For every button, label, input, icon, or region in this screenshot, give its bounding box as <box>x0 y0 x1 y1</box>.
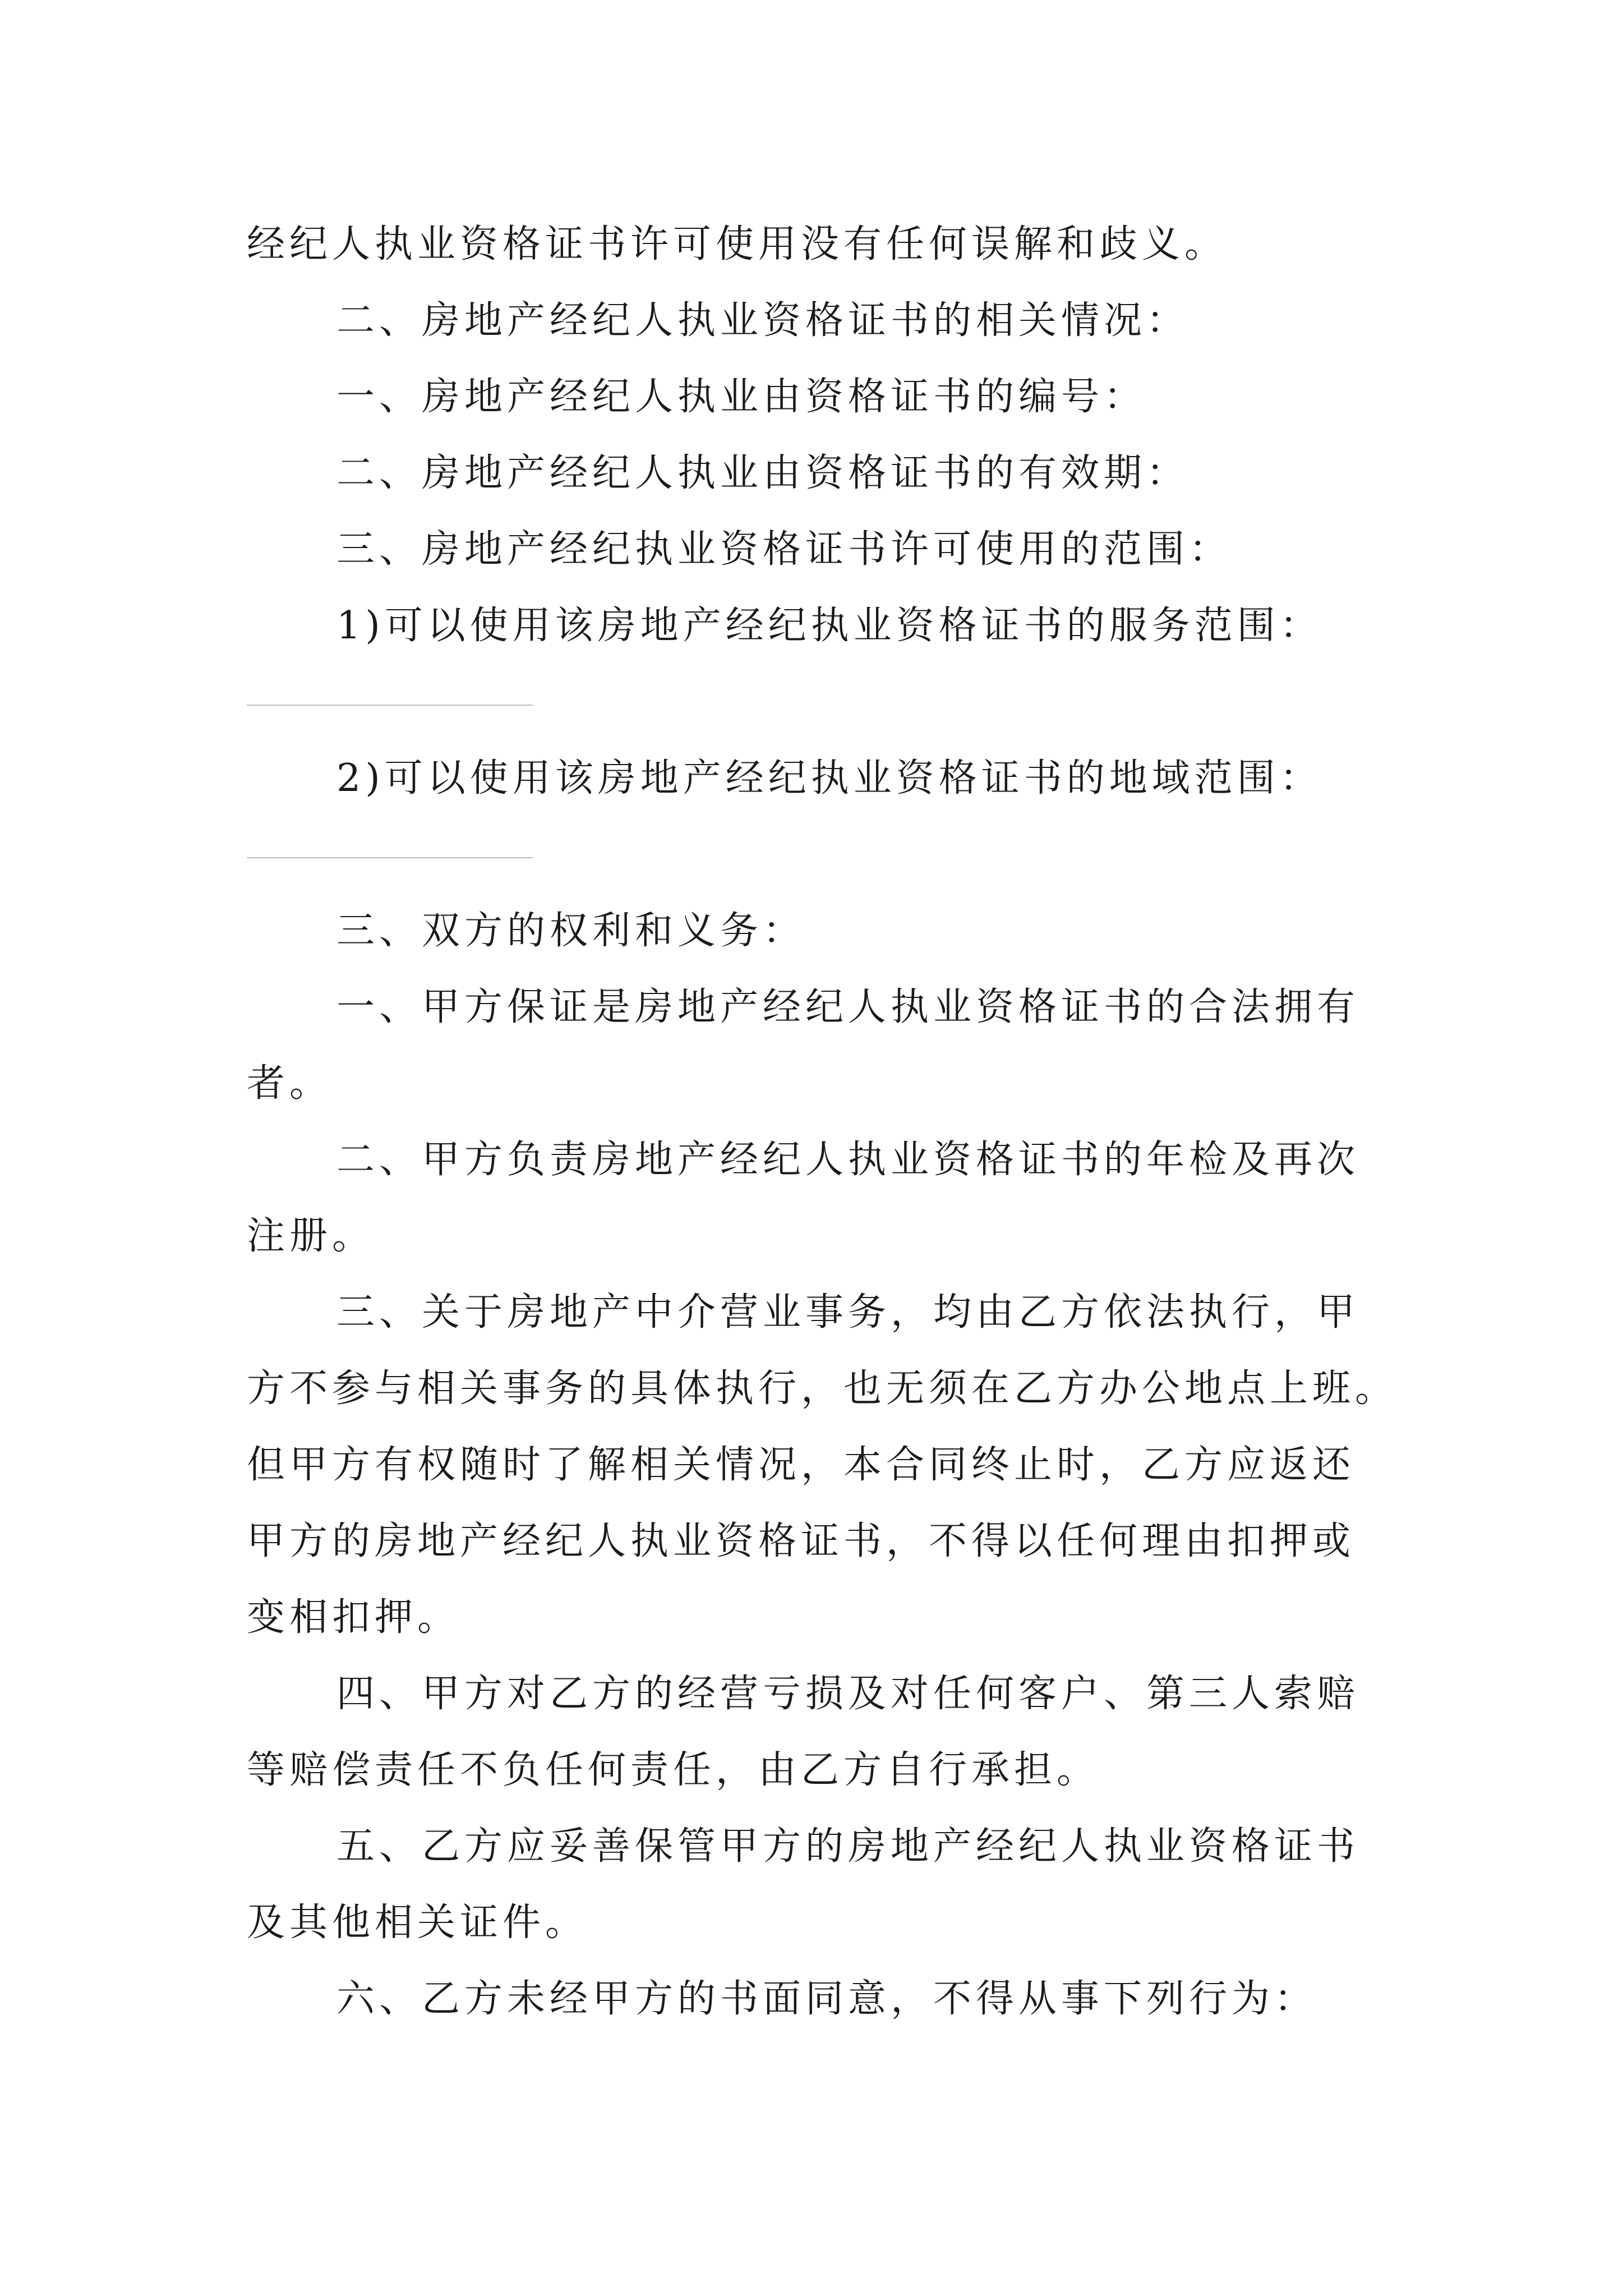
clause-line: 方不参与相关事务的具体执行，也无须在乙方办公地点上班。 <box>247 1366 1398 1411</box>
clause-line: 甲方的房地产经纪人执业资格证书，不得以任何理由扣押或 <box>247 1519 1355 1563</box>
clause-line: 者。 <box>247 1061 333 1106</box>
text-line: 一、房地产经纪人执业由资格证书的编号： <box>336 375 1147 419</box>
clause-line: 注册。 <box>247 1214 375 1258</box>
section-heading: 二、房地产经纪人执业资格证书的相关情况： <box>336 298 1189 343</box>
fill-in-blank <box>247 817 1396 893</box>
text-line: 1)可以使用该房地产经纪执业资格证书的服务范围： <box>336 604 1322 648</box>
text-line: 二、房地产经纪人执业由资格证书的有效期： <box>336 451 1189 495</box>
clause-line: 但甲方有权随时了解相关情况，本合同终止时，乙方应返还 <box>247 1443 1355 1487</box>
blank-underline <box>247 705 533 706</box>
section-heading: 三、双方的权利和义务： <box>336 909 806 953</box>
clause-line: 变相扣押。 <box>247 1595 460 1640</box>
clause-line: 二、甲方负责房地产经纪人执业资格证书的年检及再次 <box>336 1138 1360 1182</box>
text-line: 三、房地产经纪执业资格证书许可使用的范围： <box>336 527 1232 572</box>
clause-line: 五、乙方应妥善保管甲方的房地产经纪人执业资格证书 <box>336 1824 1360 1869</box>
fill-in-blank <box>247 664 1396 740</box>
clause-line: 三、关于房地产中介营业事务，均由乙方依法执行，甲 <box>336 1290 1360 1335</box>
document-body <box>247 206 1396 2037</box>
clause-line: 一、甲方保证是房地产经纪人执业资格证书的合法拥有 <box>336 985 1360 1029</box>
text-line: 经纪人执业资格证书许可使用没有任何误解和歧义。 <box>247 222 1228 266</box>
blank-underline <box>247 857 533 858</box>
clause-line: 及其他相关证件。 <box>247 1901 588 1945</box>
clause-line: 四、甲方对乙方的经营亏损及对任何客户、第三人索赔 <box>336 1672 1360 1716</box>
text-line: 2)可以使用该房地产经纪执业资格证书的地域范围： <box>336 756 1322 800</box>
clause-line: 等赔偿责任不负任何责任，由乙方自行承担。 <box>247 1748 1100 1792</box>
clause-line: 六、乙方未经甲方的书面同意，不得从事下列行为： <box>336 1977 1317 2021</box>
